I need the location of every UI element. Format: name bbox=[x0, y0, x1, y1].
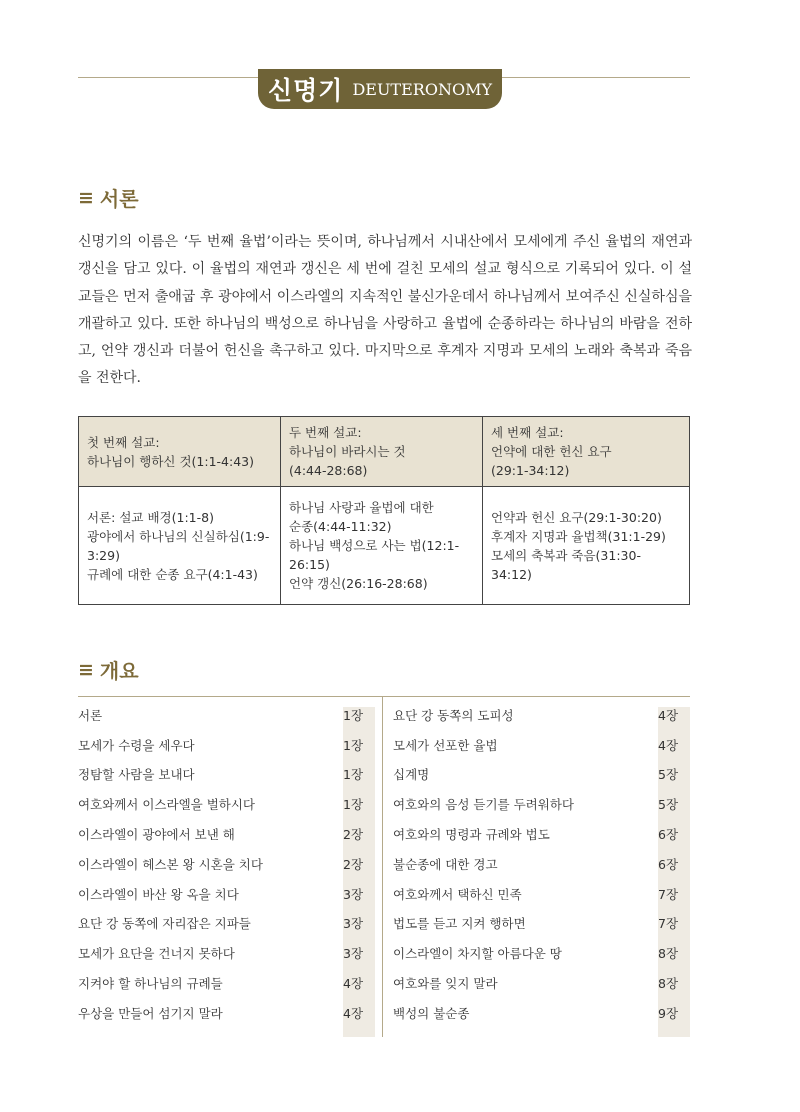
outline-item-chapter: 4장 bbox=[343, 976, 364, 992]
cell-line: 첫 번째 설교: bbox=[87, 434, 160, 450]
outline-item bbox=[393, 879, 690, 909]
outline-item-title: 지켜야 할 하나님의 규례들 bbox=[78, 976, 223, 992]
outline-item bbox=[78, 760, 375, 790]
outline-item bbox=[393, 760, 690, 790]
intro-paragraph: 신명기의 이름은 ‘두 번째 율법’이라는 뜻이며, 하나님께서 시내산에서 모세에게 주신 율법의 재연과 갱신을 담고 있다. 이 율법의 재연과 갱신은 세 번에 걸친 모세의 설교 형식으로 기록되어 있다. 이 설교들은 먼저 출애굽 후 광야에서 이스라엘의 지속적인 불신가운데서 하나님께서 보여주신 신실하심을 개괄하고 있다. 또한 하나님의 백성으로 하나님을 사랑하고 율법에 순종하라는 하나님의 바람을 전하고, 언약 갱신과 더불어 헌신을 촉구하고 있다. 마지막으로 후계자 지명과 모세의 노래와 축복과 죽음을 전한다. bbox=[78, 234, 692, 387]
outline-item bbox=[78, 700, 375, 730]
cell-line: 규례에 대한 순종 요구(4:1-43) bbox=[87, 566, 258, 582]
outline-item-title: 이스라엘이 차지할 아름다운 땅 bbox=[393, 946, 562, 962]
outline-item-chapter: 8장 bbox=[658, 946, 679, 962]
outline-item bbox=[393, 998, 690, 1028]
cell-line: 후계자 지명과 율법책(31:1-29) bbox=[491, 528, 666, 544]
sermon-header-2 bbox=[281, 417, 483, 487]
cell-line: 하나님 사랑과 율법에 대한 bbox=[289, 500, 434, 515]
cell-line: 하나님 백성으로 사는 법(12:1- bbox=[289, 538, 460, 553]
cell-line: 언약에 대한 헌신 요구 bbox=[491, 444, 612, 459]
outline-item-chapter: 1장 bbox=[343, 797, 364, 813]
sermon-cell-2 bbox=[281, 487, 483, 605]
outline-item-chapter: 7장 bbox=[658, 886, 679, 902]
outline-item-chapter: 6장 bbox=[658, 856, 679, 872]
outline-rule bbox=[78, 696, 690, 697]
outline-item bbox=[393, 700, 690, 730]
outline-item bbox=[393, 789, 690, 819]
outline-item-title: 이스라엘이 바산 왕 옥을 치다 bbox=[78, 886, 239, 902]
outline-item-chapter: 1장 bbox=[343, 707, 364, 723]
outline-item-chapter: 4장 bbox=[343, 1005, 364, 1021]
outline-item-chapter: 3장 bbox=[343, 916, 364, 932]
outline-item-title: 불순종에 대한 경고 bbox=[393, 856, 498, 872]
outline-left-column bbox=[78, 700, 375, 1028]
intro-heading-text: 서론 bbox=[99, 187, 139, 211]
book-title-korean: 신명기 bbox=[267, 76, 344, 105]
outline-item bbox=[78, 938, 375, 968]
outline-item-title: 모세가 선포한 율법 bbox=[393, 737, 498, 753]
book-title-tab bbox=[258, 69, 502, 109]
cell-line: 서론: 설교 배경(1:1-8) bbox=[87, 509, 214, 525]
outline-item-title: 우상을 만들어 섬기지 말라 bbox=[78, 1005, 223, 1021]
intro-heading bbox=[78, 183, 139, 212]
outline-item-title: 여호와의 음성 듣기를 두려워하다 bbox=[393, 797, 574, 813]
outline-item-title: 이스라엘이 광야에서 보낸 해 bbox=[78, 827, 235, 843]
sermon-table-header-row bbox=[79, 417, 690, 487]
outline-item-title: 여호와를 잊지 말라 bbox=[393, 976, 498, 992]
outline-item-chapter: 6장 bbox=[658, 827, 679, 843]
outline-item bbox=[78, 789, 375, 819]
outline-column-divider bbox=[382, 697, 383, 1037]
cell-line: 두 번째 설교: bbox=[289, 425, 362, 440]
sermon-cell-3 bbox=[483, 487, 690, 605]
outline-heading bbox=[78, 655, 139, 684]
outline-item-title: 십계명 bbox=[393, 767, 430, 783]
outline-item bbox=[393, 849, 690, 879]
sermon-header-3 bbox=[483, 417, 690, 487]
menu-lines-icon: ≡ bbox=[78, 658, 94, 681]
sermon-table-body-row bbox=[79, 487, 690, 605]
outline-item bbox=[78, 730, 375, 760]
cell-line: 하나님이 바라시는 것 bbox=[289, 444, 406, 459]
outline-item bbox=[78, 968, 375, 998]
outline-item-title: 정탐할 사람을 보내다 bbox=[78, 767, 195, 783]
cell-line: (4:44-28:68) bbox=[289, 463, 368, 478]
outline-item-title: 서론 bbox=[78, 707, 103, 723]
book-title-english: DEUTERONOMY bbox=[352, 79, 493, 99]
outline-item bbox=[393, 938, 690, 968]
outline-item-chapter: 8장 bbox=[658, 976, 679, 992]
outline-item-title: 모세가 요단을 건너지 못하다 bbox=[78, 946, 235, 962]
menu-lines-icon: ≡ bbox=[78, 186, 94, 209]
cell-line: 3:29) bbox=[87, 547, 120, 563]
outline-heading-text: 개요 bbox=[99, 659, 139, 683]
cell-line: 모세의 축복과 죽음(31:30-34:12) bbox=[491, 547, 641, 582]
sermon-header-1 bbox=[79, 417, 281, 487]
outline-item-chapter: 9장 bbox=[658, 1005, 679, 1021]
outline-item bbox=[393, 730, 690, 760]
cell-line: 광야에서 하나님의 신실하심(1:9- bbox=[87, 528, 270, 544]
outline-item-chapter: 4장 bbox=[658, 737, 679, 753]
outline-item bbox=[78, 909, 375, 939]
cell-line: (29:1-34:12) bbox=[491, 463, 570, 478]
outline-item-chapter: 3장 bbox=[343, 886, 364, 902]
cell-line: 언약과 헌신 요구(29:1-30:20) bbox=[491, 509, 662, 525]
cell-line: 하나님이 행하신 것(1:1-4:43) bbox=[87, 453, 254, 469]
outline-item bbox=[393, 909, 690, 939]
outline-item-title: 여호와께서 이스라엘을 벌하시다 bbox=[78, 797, 255, 813]
cell-line: 언약 갱신(26:16-28:68) bbox=[289, 576, 428, 591]
outline-item-chapter: 2장 bbox=[343, 856, 364, 872]
outline-item-chapter: 2장 bbox=[343, 827, 364, 843]
outline-item-title: 요단 강 동쪽의 도피성 bbox=[393, 707, 514, 723]
cell-line: 세 번째 설교: bbox=[491, 425, 564, 440]
outline-item-chapter: 3장 bbox=[343, 946, 364, 962]
outline-item-title: 법도를 듣고 지켜 행하면 bbox=[393, 916, 526, 932]
outline-item-chapter: 4장 bbox=[658, 707, 679, 723]
outline-item-title: 이스라엘이 헤스본 왕 시혼을 치다 bbox=[78, 856, 263, 872]
outline-item bbox=[78, 879, 375, 909]
sermon-table bbox=[78, 416, 690, 605]
outline-item bbox=[393, 968, 690, 998]
outline-item-chapter: 5장 bbox=[658, 797, 679, 813]
outline-item-title: 모세가 수령을 세우다 bbox=[78, 737, 195, 753]
outline-item-chapter: 1장 bbox=[343, 767, 364, 783]
outline-item-title: 여호와께서 택하신 민족 bbox=[393, 886, 522, 902]
outline-item-title: 여호와의 명령과 규례와 법도 bbox=[393, 827, 550, 843]
outline-item-chapter: 7장 bbox=[658, 916, 679, 932]
cell-line: 26:15) bbox=[289, 557, 330, 572]
outline-item-chapter: 5장 bbox=[658, 767, 679, 783]
outline-item bbox=[78, 819, 375, 849]
outline-item bbox=[78, 998, 375, 1028]
outline-item-chapter: 1장 bbox=[343, 737, 364, 753]
cell-line: 순종(4:44-11:32) bbox=[289, 519, 392, 534]
outline-item bbox=[393, 819, 690, 849]
sermon-cell-1 bbox=[79, 487, 281, 605]
outline-item-title: 요단 강 동쪽에 자리잡은 지파들 bbox=[78, 916, 251, 932]
outline-item bbox=[78, 849, 375, 879]
outline-right-column bbox=[393, 700, 690, 1028]
outline-item-title: 백성의 불순종 bbox=[393, 1005, 470, 1021]
